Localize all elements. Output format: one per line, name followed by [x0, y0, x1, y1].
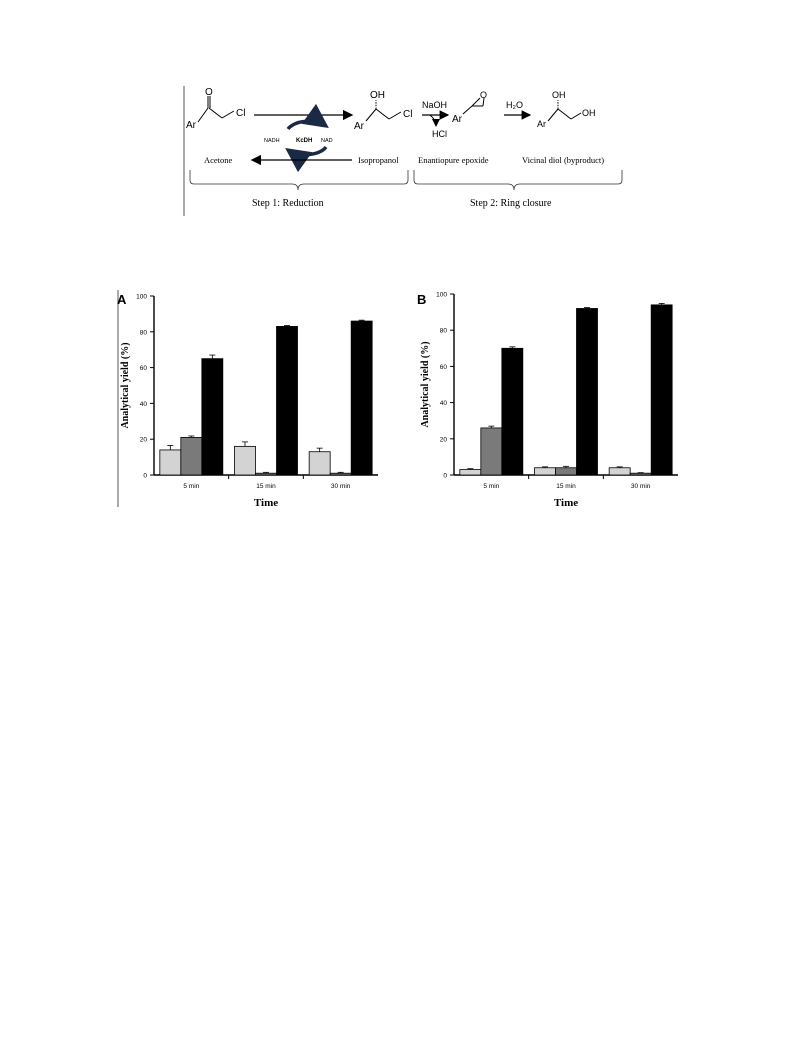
y-tick-label: 80 — [439, 327, 447, 335]
reaction-scheme — [180, 84, 630, 220]
bar-series-1 — [460, 470, 481, 475]
step2-brace — [414, 170, 622, 190]
y-tick-label: 0 — [143, 472, 147, 480]
reactant-ar-label: Ar — [186, 120, 196, 131]
diol-label: Vicinal diol (byproduct) — [522, 155, 605, 165]
y-tick-label: 20 — [139, 436, 147, 444]
diol-ar-label: Ar — [537, 119, 546, 129]
bar-series-3 — [351, 321, 372, 475]
hcl-side-arrow — [430, 115, 436, 126]
x-tick-label: 30 min — [330, 483, 351, 490]
y-tick-label: 40 — [439, 400, 447, 408]
step1-label: Step 1: Reduction — [252, 198, 324, 209]
bar-series-2 — [556, 468, 577, 475]
bar-series-3 — [651, 305, 672, 475]
h2o-label: H₂O — [506, 100, 523, 110]
reactant-structure — [186, 87, 245, 131]
bar-series-2 — [481, 428, 502, 475]
enzyme-label: KcDH — [296, 138, 313, 144]
bar-series-2 — [256, 473, 277, 475]
hcl-label: HCl — [432, 129, 447, 139]
bar-series-3 — [202, 359, 223, 475]
y-tick-label: 0 — [443, 472, 447, 480]
x-tick-label: 30 min — [630, 483, 651, 490]
nad-label: NAD — [321, 138, 333, 144]
y-tick-label: 60 — [439, 363, 447, 371]
nadh-label: NADH — [264, 138, 280, 144]
naoh-label: NaOH — [422, 100, 448, 110]
epoxide-label: Enantiopure epoxide — [418, 155, 489, 165]
bar-series-1 — [609, 468, 630, 475]
diol-oh1-label: OH — [552, 90, 566, 100]
panel-label: A — [117, 292, 127, 307]
y-tick-label: 20 — [439, 436, 447, 444]
reactant-o-label: O — [205, 87, 213, 98]
y-tick-label: 100 — [136, 293, 147, 301]
y-tick-label: 100 — [436, 291, 447, 299]
y-tick-label: 80 — [139, 329, 147, 337]
bar-charts — [110, 282, 690, 512]
product-cl-label: Cl — [403, 109, 413, 120]
acetone-label: Acetone — [204, 155, 233, 165]
x-tick-label: 15 min — [256, 483, 276, 490]
bar-series-1 — [235, 446, 256, 475]
epoxide-o-label: O — [480, 90, 488, 100]
x-tick-label: 5 min — [483, 483, 500, 490]
product-oh-label: OH — [370, 90, 385, 101]
chart-panel-a — [117, 292, 378, 509]
y-tick-label: 40 — [139, 400, 147, 408]
diol-oh2-label: OH — [582, 108, 596, 118]
diol-structure — [537, 90, 596, 129]
chart-panel-b — [417, 292, 678, 510]
panel-label: B — [417, 292, 427, 307]
bar-series-1 — [160, 450, 181, 475]
epoxide-ar-label: Ar — [452, 114, 462, 125]
bar-series-2 — [181, 437, 202, 475]
epoxide-structure — [452, 90, 487, 125]
y-tick-label: 60 — [139, 365, 147, 373]
reactant-cl-label: Cl — [236, 108, 246, 119]
x-axis-label: Time — [553, 497, 579, 509]
bar-series-3 — [577, 308, 598, 475]
step2-label: Step 2: Ring closure — [470, 198, 552, 209]
product-ar-label: Ar — [354, 121, 364, 132]
isopropanol-label: Isopropanol — [358, 155, 399, 165]
x-tick-label: 15 min — [556, 483, 576, 490]
bar-series-2 — [330, 473, 351, 475]
x-axis-label: Time — [253, 497, 279, 509]
bar-series-2 — [630, 473, 651, 475]
bar-series-1 — [309, 452, 330, 475]
bar-series-3 — [277, 326, 298, 475]
cofactor-cycle — [264, 121, 333, 154]
chlorohydrin-structure — [354, 90, 412, 132]
bar-series-3 — [502, 348, 523, 475]
bar-series-1 — [535, 468, 556, 475]
y-axis-label: Analytical yield (%) — [420, 341, 431, 428]
step1-brace — [190, 170, 408, 190]
x-tick-label: 5 min — [183, 483, 200, 490]
y-axis-label: Analytical yield (%) — [120, 342, 131, 429]
